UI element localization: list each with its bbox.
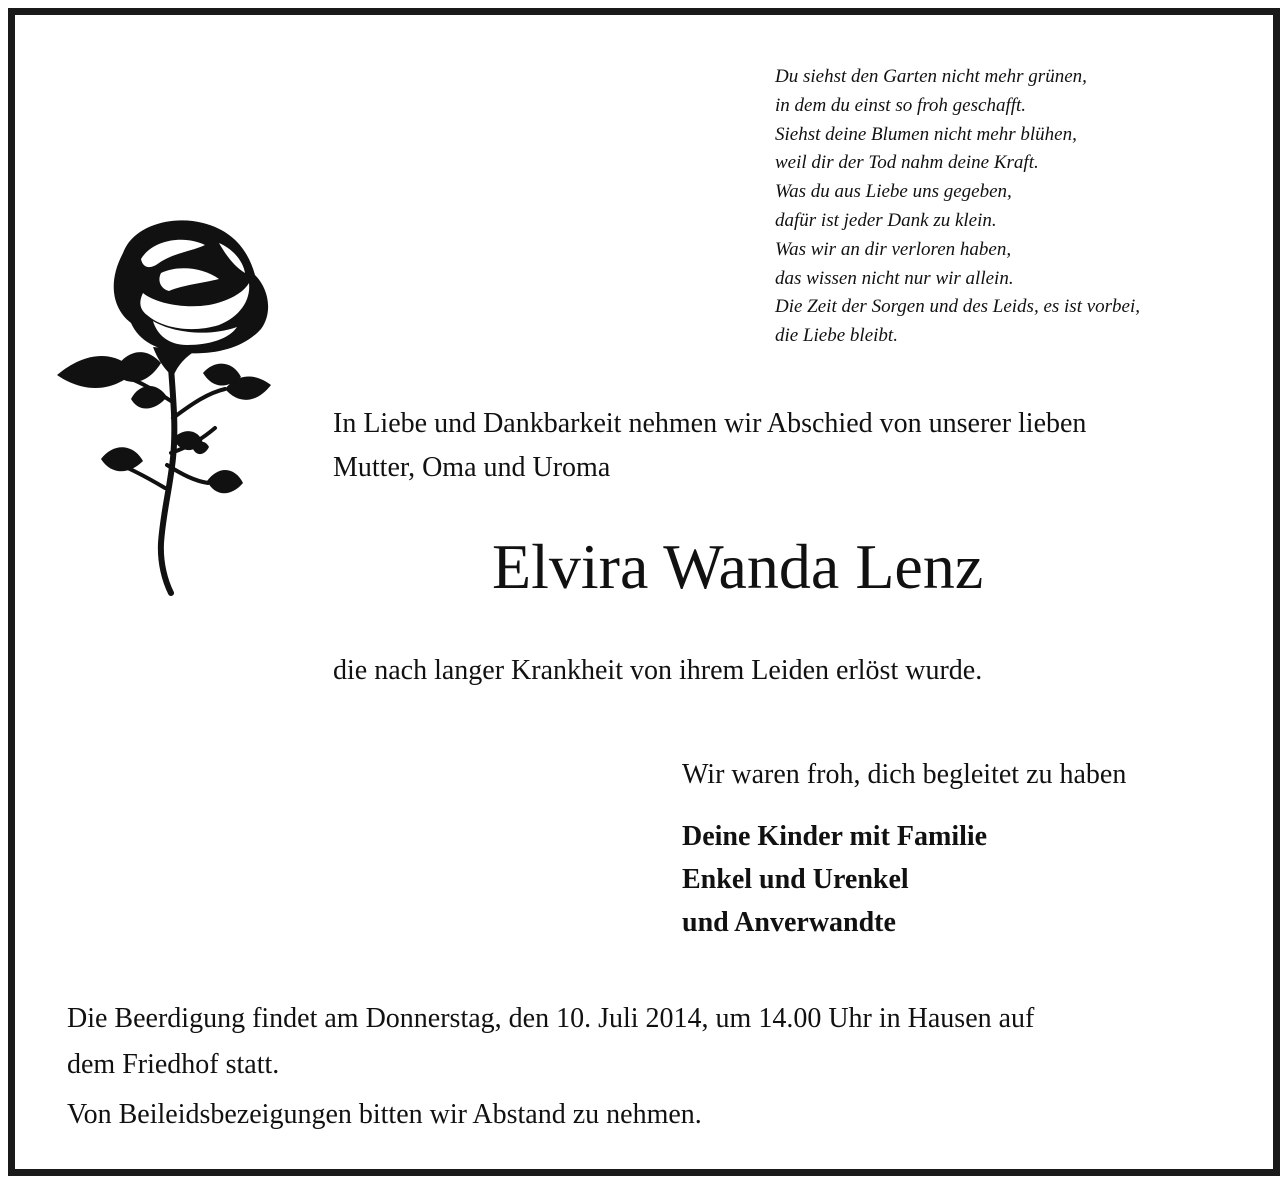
poem-line: Siehst deine Blumen nicht mehr blühen, [775, 123, 1077, 145]
deceased-name: Elvira Wanda Lenz [492, 531, 984, 602]
gratitude-text: Wir waren froh, dich begleitet zu haben [682, 759, 1127, 790]
funeral-info [67, 996, 1247, 1088]
poem-line: Was wir an dir verloren haben, [775, 238, 1012, 260]
poem-line: das wissen nicht nur wir allein. [775, 267, 1014, 289]
intro-line: Mutter, Oma und Uroma [333, 452, 611, 483]
poem [775, 63, 1245, 351]
poem-line: Die Zeit der Sorgen und des Leids, es ist vorbei, [775, 296, 1141, 318]
poem-line: dafür ist jeder Dank zu klein. [775, 209, 997, 231]
signers [682, 815, 987, 944]
release-text: die nach langer Krankheit von ihrem Leiden erlöst wurde. [333, 655, 983, 686]
signer-line: und Anverwandte [682, 907, 896, 938]
poem-line: in dem du einst so froh geschafft. [775, 94, 1027, 116]
funeral-line: Die Beerdigung findet am Donnerstag, den 10. Juli 2014, um 14.00 Uhr in Hausen auf [67, 1003, 1035, 1034]
poem-line: Was du aus Liebe uns gegeben, [775, 181, 1012, 203]
rose-icon [43, 213, 283, 597]
obituary-frame [8, 8, 1280, 1176]
funeral-line: dem Friedhof statt. [67, 1049, 280, 1080]
signer-line: Enkel und Urenkel [682, 864, 909, 895]
poem-line: Du siehst den Garten nicht mehr grünen, [775, 66, 1087, 87]
poem-line: die Liebe bleibt. [775, 325, 898, 347]
intro-line: In Liebe und Dankbarkeit nehmen wir Abschied von unserer lieben [333, 408, 1087, 439]
intro-text [333, 402, 1253, 490]
signer-line: Deine Kinder mit Familie [682, 821, 988, 852]
poem-line: weil dir der Tod nahm deine Kraft. [775, 152, 1039, 174]
condolence-note: Von Beileidsbezeigungen bitten wir Abstand zu nehmen. [67, 1099, 702, 1130]
